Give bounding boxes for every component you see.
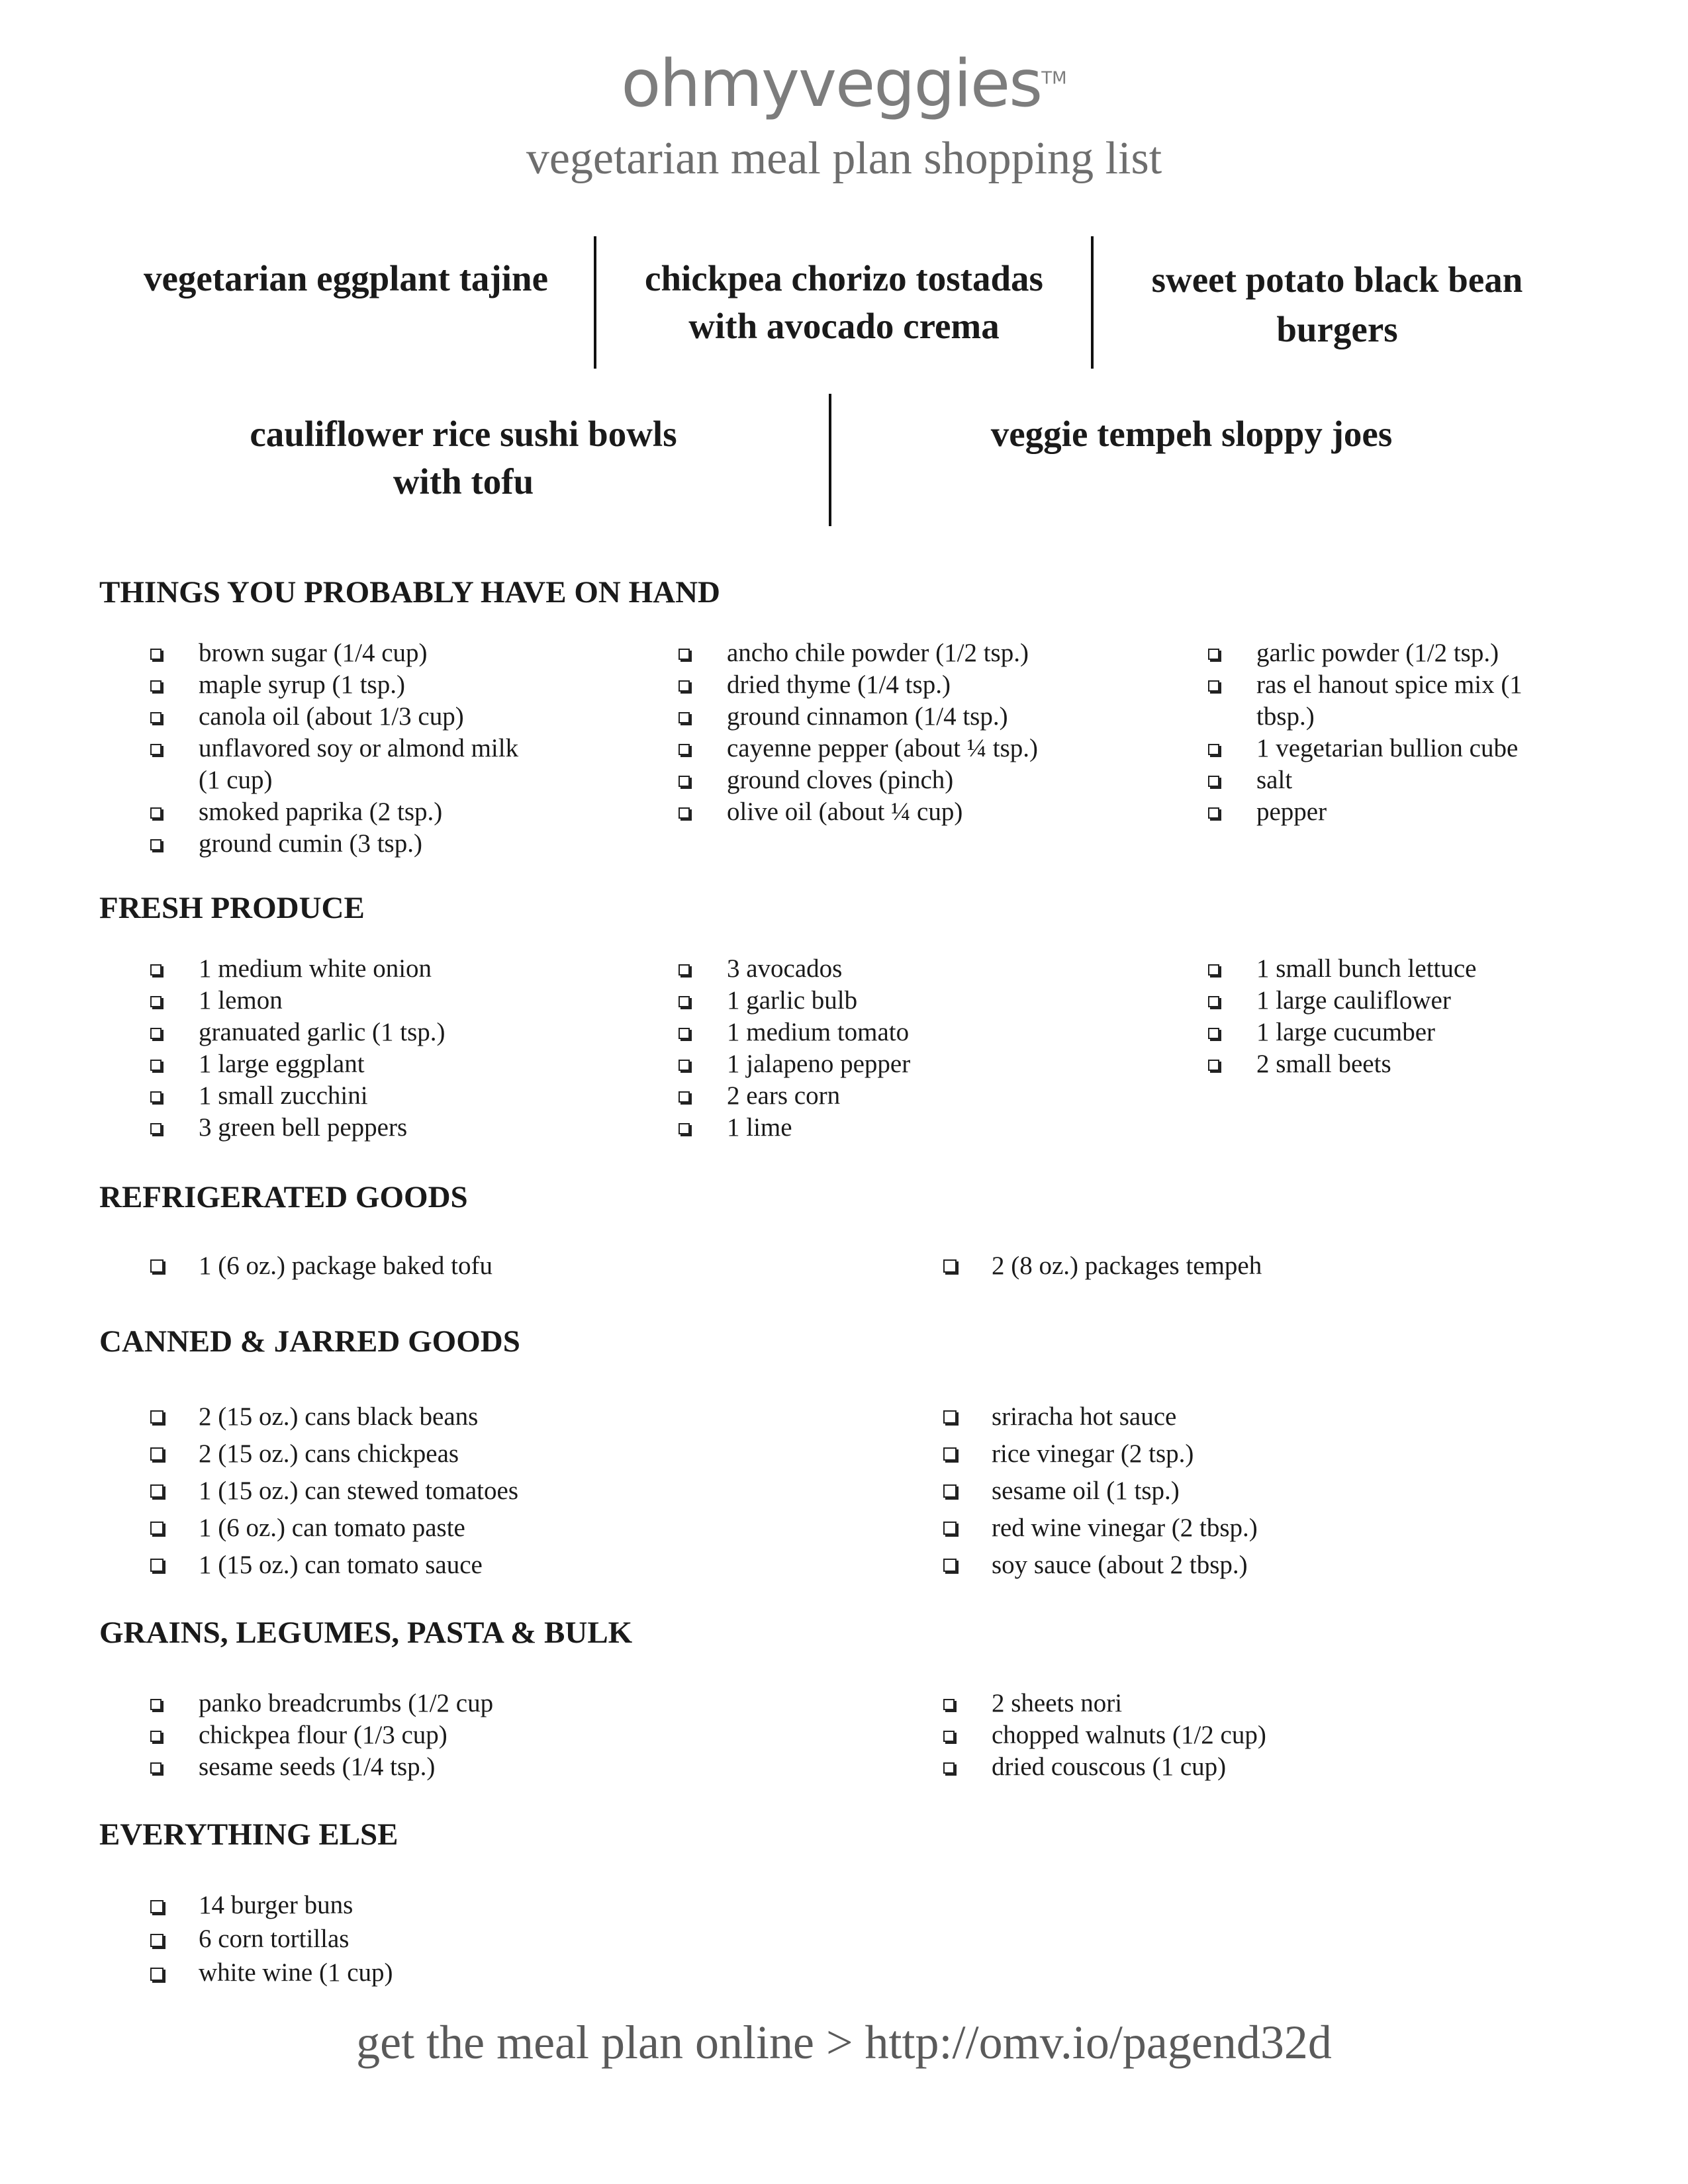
checklist-item[interactable]: red wine vinegar (2 tbsp.) [943,1510,1539,1547]
recipe-3-title-line2: burgers [1276,309,1398,349]
checklist-item[interactable]: sesame oil (1 tsp.) [943,1473,1539,1510]
checklist-item[interactable]: 1 medium tomato [679,1017,1062,1048]
checkbox-icon[interactable] [1208,776,1219,787]
section-title-grains: GRAINS, LEGUMES, PASTA & BULK [99,1615,633,1650]
checkbox-icon[interactable] [150,1091,162,1103]
recipe-2-title-line1: chickpea chorizo tostadas [645,258,1043,298]
checkbox-icon[interactable] [943,1447,957,1461]
checklist-else-col1 [150,1888,746,1989]
checkbox-icon[interactable] [679,1123,690,1134]
checkbox-icon[interactable] [150,744,162,755]
checkbox-icon[interactable] [1208,964,1219,976]
checkbox-icon[interactable] [150,1259,164,1273]
checklist-item[interactable]: 1 small bunch lettuce [1208,953,1559,985]
brand-logo [0,46,1688,122]
checklist-item[interactable]: 2 ears corn [679,1080,1062,1112]
recipe-5-title: veggie tempeh sloppy joes [990,414,1393,454]
checklist-item[interactable]: cayenne pepper (about ¼ tsp.) [679,733,1062,764]
checklist-item[interactable]: 2 (8 oz.) packages tempeh [943,1248,1539,1285]
checklist-item[interactable]: 2 small beets [1208,1048,1559,1080]
checklist-item[interactable]: dried couscous (1 cup) [943,1751,1539,1783]
checkbox-icon[interactable] [679,649,690,660]
checklist-item[interactable]: 1 (15 oz.) can stewed tomatoes [150,1473,746,1510]
logo-text: ohmyveggies [621,46,1042,122]
checkbox-icon[interactable] [150,1731,162,1742]
checklist-on-hand-col2 [679,637,1062,828]
checklist-item[interactable]: olive oil (about ¼ cup) [679,796,1062,828]
checkbox-icon[interactable] [150,1028,162,1039]
checklist-item[interactable]: sesame seeds (1/4 tsp.) [150,1751,746,1783]
checkbox-icon[interactable] [150,649,162,660]
section-title-produce: FRESH PRODUCE [99,891,365,925]
checkbox-icon[interactable] [679,744,690,755]
checkbox-icon[interactable] [150,1522,164,1535]
checkbox-icon[interactable] [150,1699,162,1710]
checklist-item[interactable]: 1 lemon [150,985,521,1017]
recipe-5 [861,410,1523,458]
section-title-refrigerated: REFRIGERATED GOODS [99,1180,468,1214]
checkbox-icon[interactable] [1208,807,1219,819]
checklist-item[interactable]: 2 (15 oz.) cans chickpeas [150,1435,746,1473]
checkbox-icon[interactable] [1208,649,1219,660]
checkbox-icon[interactable] [150,712,162,723]
checklist-item[interactable]: ground cinnamon (1/4 tsp.) [679,701,1062,733]
checklist-item[interactable]: 1 garlic bulb [679,985,1062,1017]
divider [594,236,596,369]
checkbox-icon[interactable] [679,996,690,1007]
checkbox-icon[interactable] [150,1934,164,1947]
recipe-3 [1099,255,1575,354]
checklist-item[interactable]: 1 (15 oz.) can tomato sauce [150,1547,746,1584]
section-title-canned: CANNED & JARRED GOODS [99,1324,520,1359]
checklist-item[interactable]: chopped walnuts (1/2 cup) [943,1719,1539,1751]
checklist-produce-col1 [150,953,521,1144]
checklist-item[interactable]: canola oil (about 1/3 cup) [150,701,521,733]
checklist-item[interactable]: 1 large cauliflower [1208,985,1559,1017]
checklist-refrigerated-col1 [150,1248,746,1285]
checkbox-icon[interactable] [150,839,162,850]
checklist-item[interactable]: 14 burger buns [150,1888,746,1922]
checkbox-icon[interactable] [150,1060,162,1071]
checklist-item[interactable]: granuated garlic (1 tsp.) [150,1017,521,1048]
checkbox-icon[interactable] [679,964,690,976]
section-title-on-hand: THINGS YOU PROBABLY HAVE ON HAND [99,575,720,610]
recipe-4-title-line2: with tofu [393,461,534,502]
checklist-item[interactable]: soy sauce (about 2 tbsp.) [943,1547,1539,1584]
checkbox-icon[interactable] [150,1762,162,1774]
checklist-item[interactable]: 1 lime [679,1112,1062,1144]
checkbox-icon[interactable] [1208,1028,1219,1039]
checklist-item[interactable]: salt [1208,764,1559,796]
checklist-item[interactable]: 2 (15 oz.) cans black beans [150,1398,746,1435]
checklist-grains-col1 [150,1688,746,1783]
checklist-item[interactable]: chickpea flour (1/3 cup) [150,1719,746,1751]
checklist-item[interactable]: brown sugar (1/4 cup) [150,637,521,669]
checklist-item[interactable]: ras el hanout spice mix (1 tbsp.) [1208,669,1559,733]
recipe-4 [165,410,761,506]
checkbox-icon[interactable] [943,1731,955,1742]
footer-link[interactable]: get the meal plan online > http://omv.io/pagend32d [356,2016,1332,2069]
checkbox-icon[interactable] [679,1028,690,1039]
checklist-item[interactable]: unflavored soy or almond milk (1 cup) [150,733,521,796]
divider [829,394,831,526]
checkbox-icon[interactable] [943,1522,957,1535]
checklist-item[interactable]: pepper [1208,796,1559,828]
checkbox-icon[interactable] [1208,996,1219,1007]
checkbox-icon[interactable] [679,680,690,692]
checklist-item[interactable]: 1 (6 oz.) can tomato paste [150,1510,746,1547]
checkbox-icon[interactable] [150,1900,164,1913]
checkbox-icon[interactable] [943,1699,955,1710]
checklist-item[interactable]: 1 large eggplant [150,1048,521,1080]
checkbox-icon[interactable] [679,776,690,787]
checkbox-icon[interactable] [150,1447,164,1461]
recipe-1 [99,255,592,302]
divider [1091,236,1094,369]
checklist-item[interactable]: maple syrup (1 tsp.) [150,669,521,701]
checkbox-icon[interactable] [150,1484,164,1498]
checklist-item[interactable]: white wine (1 cup) [150,1956,746,1989]
checkbox-icon[interactable] [150,996,162,1007]
checkbox-icon[interactable] [150,1410,164,1424]
checkbox-icon[interactable] [1208,744,1219,755]
checklist-canned-col2 [943,1398,1539,1584]
checklist-item[interactable]: dried thyme (1/4 tsp.) [679,669,1062,701]
recipe-2 [599,255,1089,350]
checklist-item[interactable]: 2 sheets nori [943,1688,1539,1719]
checklist-item[interactable]: 1 (6 oz.) package baked tofu [150,1248,746,1285]
checklist-item[interactable]: panko breadcrumbs (1/2 cup [150,1688,746,1719]
checkbox-icon[interactable] [679,807,690,819]
checkbox-icon[interactable] [943,1559,957,1572]
checkbox-icon[interactable] [679,1060,690,1071]
checkbox-icon[interactable] [150,964,162,976]
checkbox-icon[interactable] [150,1968,164,1981]
checkbox-icon[interactable] [943,1762,955,1774]
checklist-item[interactable]: rice vinegar (2 tsp.) [943,1435,1539,1473]
checkbox-icon[interactable] [943,1484,957,1498]
checkbox-icon[interactable] [150,1559,164,1572]
recipe-2-title-line2: with avocado crema [688,306,1000,346]
checkbox-icon[interactable] [150,1123,162,1134]
checklist-grains-col2 [943,1688,1539,1783]
checkbox-icon[interactable] [943,1410,957,1424]
checklist-on-hand-col3 [1208,637,1559,828]
checkbox-icon[interactable] [679,712,690,723]
checklist-item[interactable]: garlic powder (1/2 tsp.) [1208,637,1559,669]
recipe-3-title-line1: sweet potato black bean [1151,259,1523,300]
page-title: vegetarian meal plan shopping list [526,133,1162,184]
recipe-4-title-line1: cauliflower rice sushi bowls [250,414,677,454]
section-title-everything-else: EVERYTHING ELSE [99,1817,399,1852]
checklist-item[interactable]: 6 corn tortillas [150,1922,746,1956]
checkbox-icon[interactable] [1208,680,1219,692]
checkbox-icon[interactable] [1208,1060,1219,1071]
checklist-item[interactable]: 1 medium white onion [150,953,521,985]
checkbox-icon[interactable] [679,1091,690,1103]
checklist-item[interactable]: ground cumin (3 tsp.) [150,828,521,860]
checklist-item[interactable]: 1 jalapeno pepper [679,1048,1062,1080]
checklist-item[interactable]: ancho chile powder (1/2 tsp.) [679,637,1062,669]
checkbox-icon[interactable] [150,680,162,692]
checklist-produce-col3 [1208,953,1559,1080]
checklist-item[interactable]: 1 large cucumber [1208,1017,1559,1048]
checklist-canned-col1 [150,1398,746,1584]
recipe-1-title: vegetarian eggplant tajine [143,258,548,298]
checklist-item[interactable]: ground cloves (pinch) [679,764,1062,796]
checklist-item[interactable]: sriracha hot sauce [943,1398,1539,1435]
checklist-item[interactable]: 1 vegetarian bullion cube [1208,733,1559,764]
checklist-on-hand-col1 [150,637,521,860]
checklist-item[interactable]: 3 avocados [679,953,1062,985]
checklist-item[interactable]: smoked paprika (2 tsp.) [150,796,521,828]
checklist-item[interactable]: 3 green bell peppers [150,1112,521,1144]
checklist-produce-col2 [679,953,1062,1144]
checklist-refrigerated-col2 [943,1248,1539,1285]
checklist-item[interactable]: 1 small zucchini [150,1080,521,1112]
checkbox-icon[interactable] [150,807,162,819]
checkbox-icon[interactable] [943,1259,957,1273]
trademark: TM [1041,68,1067,89]
